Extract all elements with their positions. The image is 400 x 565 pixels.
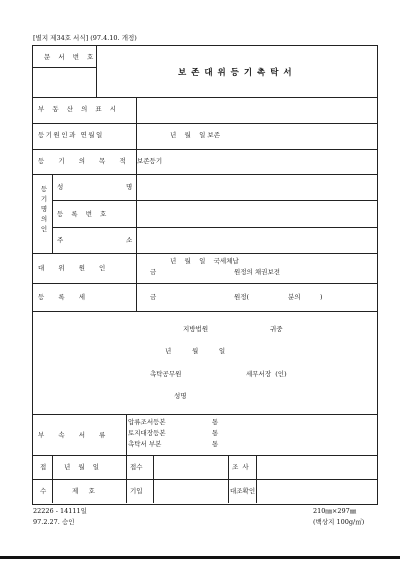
property-label: 부 동 산 의 표 시 [38, 105, 120, 113]
tax-office-text: 세무서장 (인) [246, 370, 287, 378]
cause-amount-line1: 년 월 일 국세체납 [170, 257, 239, 265]
bottom-rule [0, 556, 400, 559]
tax-value-c: 분의 [288, 293, 301, 301]
receipt-label-2: 수 [40, 487, 47, 495]
attachments-label: 부 속 서 류 [38, 431, 112, 439]
cause-amount-label: 대 위 원 인 [38, 264, 112, 272]
official-text: 촉탁공무원 [150, 370, 182, 378]
holder-addr-label: 주 [57, 236, 64, 244]
court-text: 지방법원 [183, 325, 209, 333]
purpose-value: 보존등기 [137, 157, 163, 165]
holder-name-label2: 명 [126, 183, 133, 191]
tax-value-d: ) [320, 293, 323, 301]
holder-addr-label2: 소 [126, 236, 133, 244]
doc-number-label: 문 서 번 호 [44, 53, 97, 61]
receipt-no: 접수 [130, 463, 143, 471]
footer-size: 210㎜×297㎜ [313, 507, 357, 515]
attachment-unit-1: 통 [212, 418, 219, 426]
cause-value: 년 월 일 보존 [170, 131, 220, 139]
cause-amount-line2a: 금 [150, 268, 157, 276]
entry-label: 기입 [130, 487, 143, 495]
attachment-item-3: 촉탁서 부본 [128, 440, 162, 448]
tax-value-a: 금 [150, 293, 157, 301]
purpose-label: 등 기 의 목 적 [38, 157, 132, 165]
attachment-unit-3: 통 [212, 440, 219, 448]
cause-amount-line2b: 원정의 채권보전 [234, 268, 281, 276]
attachment-item-1: 압류조서등본 [128, 418, 166, 426]
header-note: [별지 제34호 서식] (97.4.10. 개정) [33, 34, 137, 42]
footer-code: 22226 - 14111일 [33, 507, 87, 515]
holder-name-label: 성 [57, 183, 64, 191]
footer-paper: (백상지 100g/㎡) [313, 518, 365, 526]
tax-value-b: 원정( [234, 293, 250, 301]
tax-label: 등 록 세 [38, 293, 91, 301]
date-text: 년 월 일 [165, 347, 226, 355]
seal-text: 성명 [174, 392, 187, 400]
attachment-item-2: 토지대장등본 [128, 429, 166, 437]
receipt-date-label: 년 월 일 [64, 463, 102, 471]
form-title: 보 존 대 위 등 기 촉 탁 서 [178, 68, 293, 78]
receipt-label-1: 접 [40, 463, 47, 471]
holder-reg-label: 등 록 번 호 [57, 210, 110, 218]
office-text: 귀중 [270, 325, 283, 333]
holder-group-label: 등 기 명 의 인 [40, 185, 48, 233]
attachment-unit-2: 통 [212, 429, 219, 437]
verify-label: 대조확인 [230, 487, 256, 495]
footer-approval: 97.2.27. 승인 [33, 518, 75, 526]
investigate-label: 조 사 [232, 463, 249, 471]
cause-label: 등기원인과 연월일 [38, 131, 104, 139]
receipt-no-label: 제 호 [72, 487, 95, 495]
